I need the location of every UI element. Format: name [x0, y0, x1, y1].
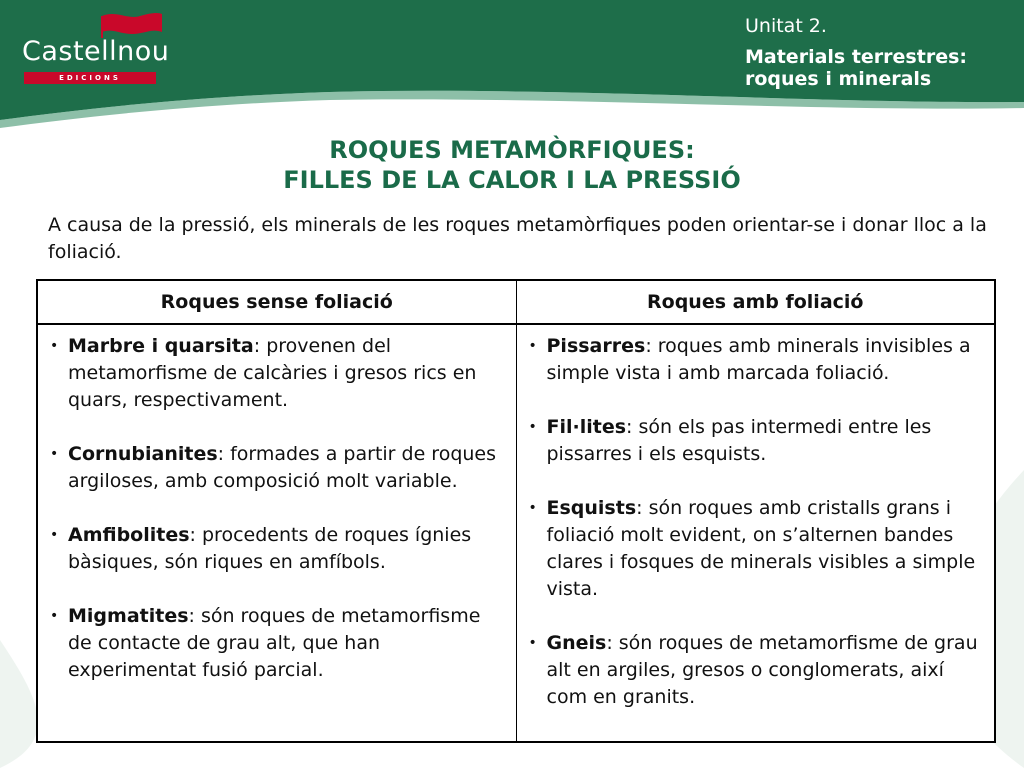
rock-name: Marbre i quarsita: [68, 335, 254, 357]
bullet-icon: •: [50, 527, 59, 543]
unit-subtitle-line: roques i minerals: [745, 68, 932, 90]
rock-name: Fil·lites: [546, 416, 627, 438]
bullet-icon: •: [528, 419, 537, 435]
bullet-icon: •: [528, 500, 537, 516]
page-title: [0, 135, 1024, 195]
table-row: [37, 324, 995, 742]
rock-name: Migmatites: [68, 605, 189, 627]
unit-subtitle: [745, 46, 1015, 90]
rock-name: Cornubianites: [68, 443, 218, 465]
list-item: [48, 603, 506, 684]
logo-subtitle: EDICIONS: [24, 72, 156, 84]
rock-description: : són els pas intermedi entre les pissarres i els esquists.: [546, 416, 932, 465]
unit-label: Unitat 2.: [745, 15, 827, 37]
title-line: ROQUES METAMÒRFIQUES:: [329, 136, 695, 164]
list-item: [48, 441, 506, 495]
bullet-icon: •: [528, 338, 537, 354]
logo-name: Castellnou: [22, 36, 170, 67]
bullet-icon: •: [50, 338, 59, 354]
rock-name: Pissarres: [546, 335, 646, 357]
cell-with-foliation: [516, 324, 995, 742]
cell-without-foliation: [37, 324, 516, 742]
bullet-icon: •: [528, 635, 537, 651]
rock-description: : formades a partir de roques argiloses, amb composició molt variable.: [68, 443, 497, 492]
intro-paragraph: A causa de la pressió, els minerals de les roques metamòrfiques poden orientar-se i donar lloc a la foliació.: [48, 214, 987, 263]
rock-list-with-foliation: [527, 333, 985, 711]
list-item: [527, 630, 985, 711]
rock-classification-table: [36, 279, 996, 743]
list-item: [48, 522, 506, 576]
rock-name: Amfibolites: [68, 524, 190, 546]
table-header-row: [37, 280, 995, 324]
publisher-logo: [22, 10, 170, 82]
bullet-icon: •: [50, 608, 59, 624]
rock-list-without-foliation: [48, 333, 506, 684]
column-header-with-foliation: Roques amb foliació: [516, 280, 995, 324]
bullet-icon: •: [50, 446, 59, 462]
list-item: [527, 333, 985, 387]
flag-icon: [100, 10, 164, 38]
rock-name: Esquists: [546, 497, 637, 519]
rock-description: : roques amb minerals invisibles a simple vista i amb marcada foliació.: [546, 335, 971, 384]
rock-description: : provenen del metamorfisme de calcàries i gresos rics en quars, respectivament.: [68, 335, 477, 411]
title-line: FILLES DE LA CALOR I LA PRESSIÓ: [283, 166, 741, 194]
list-item: [48, 333, 506, 414]
list-item: [527, 495, 985, 603]
rock-description: : són roques amb cristalls grans i foliació molt evident, on s’alternen bandes clares i fosques de minerals visibles a simple vista.: [546, 497, 976, 600]
list-item: [527, 414, 985, 468]
rock-name: Gneis: [546, 632, 607, 654]
rock-description: : són roques de metamorfisme de contacte de grau alt, que han experimentat fusió parcial.: [68, 605, 481, 681]
column-header-without-foliation: Roques sense foliació: [37, 280, 516, 324]
rock-description: : són roques de metamorfisme de grau alt en argiles, gresos o conglomerats, així com en granits.: [546, 632, 978, 708]
unit-info: [745, 14, 1015, 90]
rock-description: : procedents de roques ígnies bàsiques, són riques en amfíbols.: [68, 524, 472, 573]
unit-subtitle-line: Materials terrestres:: [745, 46, 967, 68]
